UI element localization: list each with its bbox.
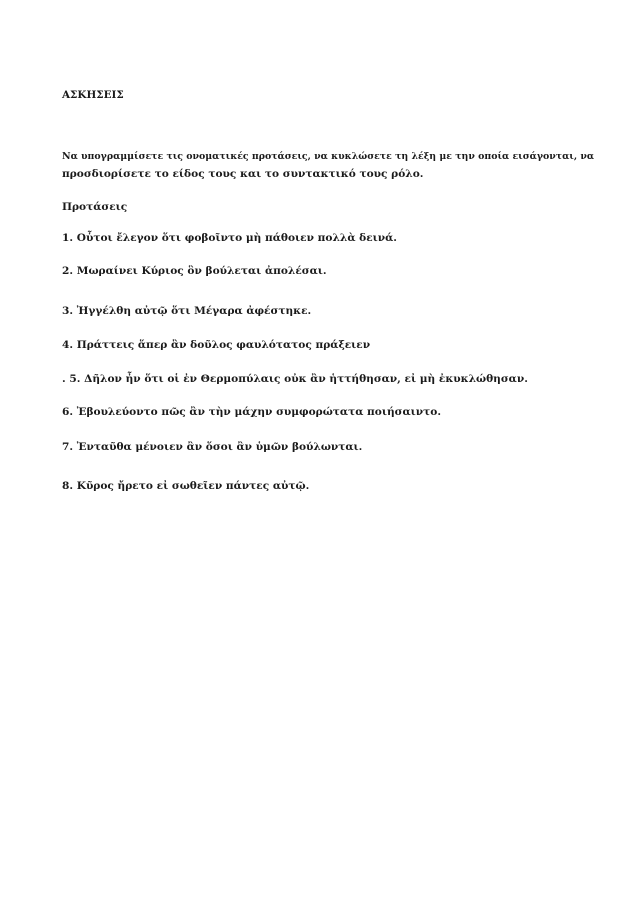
sentence-2: 2. Μωραίνει Κύριος ὃν βούλεται ἀπολέσαι. [62, 265, 327, 277]
sentences-heading: Προτάσεις [62, 201, 128, 213]
sentence-8: 8. Κῦρος ἤρετο εἰ σωθεῖεν πάντες αὐτῷ. [62, 480, 310, 492]
document-title: ΑΣΚΗΣΕΙΣ [62, 89, 124, 101]
sentence-1: 1. Οὗτοι ἔλεγον ὅτι φοβοῖντο μὴ πάθοιεν πολλὰ δεινά. [62, 232, 397, 244]
sentence-7: 7. Ἐνταῦθα μένοιεν ἂν ὅσοι ἂν ὑμῶν βούλωνται. [62, 441, 363, 453]
sentence-5: . 5. Δῆλον ἦν ὅτι οἱ ἐν Θερμοπύλαις οὐκ ἂν ἡττήθησαν, εἰ μὴ ἐκυκλώθησαν. [62, 373, 528, 385]
sentence-3: 3. Ἠγγέλθη αὐτῷ ὅτι Μέγαρα ἀφέστηκε. [62, 305, 312, 317]
sentence-6: 6. Ἐβουλεύοντο πῶς ἂν τὴν μάχην συμφορώτατα ποιήσαιντο. [62, 406, 442, 418]
instructions-line-2: προσδιορίσετε το είδος τους και το συντακτικό τους ρόλο. [62, 168, 424, 180]
sentence-4: 4. Πράττεις ἅπερ ἂν δοῦλος φαυλότατος πράξειεν [62, 339, 371, 351]
instructions-line-1: Να υπογραμμίσετε τις ονοματικές προτάσεις, να κυκλώσετε τη λέξη με την οποία εισάγονται, να [62, 151, 595, 162]
